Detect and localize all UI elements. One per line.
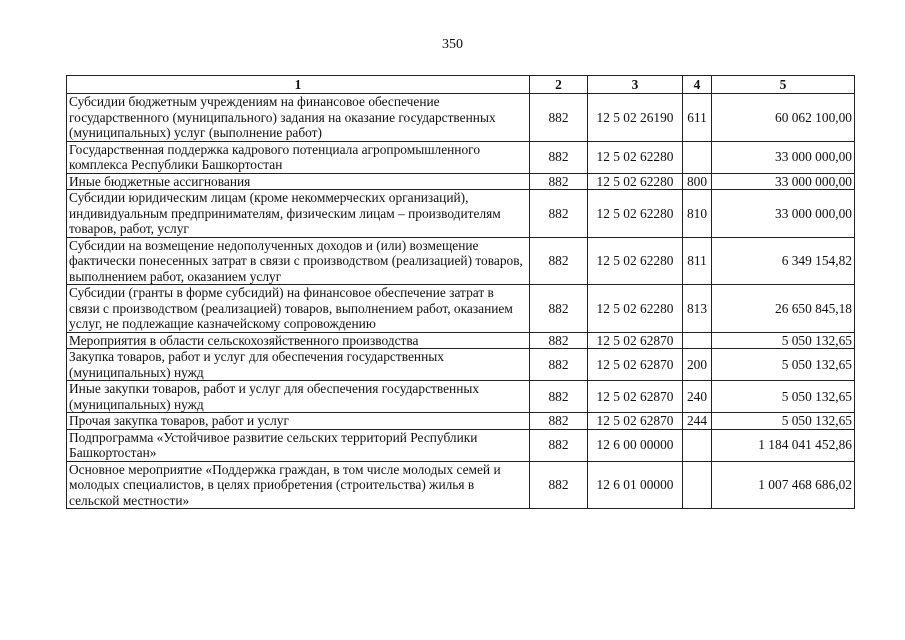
row-vr-cell: 813 [683,285,712,333]
row-vedom-cell: 882 [530,94,588,142]
row-vr-cell: 800 [683,173,712,190]
table-row [67,190,855,238]
table-row [67,349,855,381]
row-vr-cell [683,429,712,461]
row-name-cell: Иные закупки товаров, работ и услуг для обеспечения государственных (муниципальных) нужд [67,381,530,413]
row-csr-cell: 12 5 02 62870 [588,332,683,349]
header-col-name: 1 [67,76,530,94]
row-name-cell: Мероприятия в области сельскохозяйственного производства [67,332,530,349]
row-name-cell: Субсидии на возмещение недополученных доходов и (или) возмещение фактически понесенных затрат в связи с производством (реализацией) товаров, выполнением работ, оказанием услуг [67,237,530,285]
row-amount-cell: 5 050 132,65 [712,413,855,430]
row-vr-cell: 810 [683,190,712,238]
row-vedom-cell: 882 [530,461,588,509]
row-csr-cell: 12 5 02 62280 [588,141,683,173]
row-name-cell: Закупка товаров, работ и услуг для обеспечения государственных (муниципальных) нужд [67,349,530,381]
row-vedom-cell: 882 [530,237,588,285]
row-name-cell: Иные бюджетные ассигнования [67,173,530,190]
row-amount-cell: 33 000 000,00 [712,141,855,173]
header-col-csr: 3 [588,76,683,94]
row-name-cell: Основное мероприятие «Поддержка граждан, в том числе молодых семей и молодых специалистов, в целях приобретения (строительства) жилья в сельской местности» [67,461,530,509]
row-vedom-cell: 882 [530,285,588,333]
table-row [67,332,855,349]
table-row [67,237,855,285]
row-vedom-cell: 882 [530,173,588,190]
row-csr-cell: 12 6 01 00000 [588,461,683,509]
row-amount-cell: 26 650 845,18 [712,285,855,333]
row-csr-cell: 12 5 02 62280 [588,285,683,333]
row-amount-cell: 5 050 132,65 [712,381,855,413]
row-amount-cell: 1 007 468 686,02 [712,461,855,509]
row-amount-cell: 33 000 000,00 [712,173,855,190]
row-vr-cell: 244 [683,413,712,430]
header-col-vr: 4 [683,76,712,94]
table-row [67,413,855,430]
row-vr-cell [683,141,712,173]
row-amount-cell: 5 050 132,65 [712,332,855,349]
row-vr-cell: 200 [683,349,712,381]
row-name-cell: Подпрограмма «Устойчивое развитие сельских территорий Республики Башкортостан» [67,429,530,461]
table-row [67,461,855,509]
row-vedom-cell: 882 [530,349,588,381]
table-row [67,381,855,413]
row-vr-cell [683,332,712,349]
table-row [67,173,855,190]
row-name-cell: Субсидии (гранты в форме субсидий) на финансовое обеспечение затрат в связи с производством (реализацией) товаров, выполнением работ, оказанием услуг, не подлежащие казначейскому сопровождению [67,285,530,333]
header-row [67,76,855,94]
row-csr-cell: 12 6 00 00000 [588,429,683,461]
row-name-cell: Субсидии бюджетным учреждениям на финансовое обеспечение государственного (муниципального) задания на оказание государственных (муниципальных) услуг (выполнение работ) [67,94,530,142]
row-vedom-cell: 882 [530,332,588,349]
row-vr-cell: 811 [683,237,712,285]
row-csr-cell: 12 5 02 62280 [588,173,683,190]
page-number: 350 [442,37,463,52]
row-amount-cell: 6 349 154,82 [712,237,855,285]
row-vedom-cell: 882 [530,141,588,173]
row-amount-cell: 5 050 132,65 [712,349,855,381]
header-col-amount: 5 [712,76,855,94]
table-row [67,429,855,461]
row-csr-cell: 12 5 02 62870 [588,381,683,413]
table-row [67,94,855,142]
row-name-cell: Субсидии юридическим лицам (кроме некоммерческих организаций), индивидуальным предпринимателям, физическим лицам – производителям товаров, работ, услуг [67,190,530,238]
row-vedom-cell: 882 [530,413,588,430]
row-csr-cell: 12 5 02 26190 [588,94,683,142]
row-csr-cell: 12 5 02 62280 [588,237,683,285]
row-vr-cell: 611 [683,94,712,142]
table-row [67,285,855,333]
row-amount-cell: 33 000 000,00 [712,190,855,238]
row-amount-cell: 60 062 100,00 [712,94,855,142]
row-name-cell: Государственная поддержка кадрового потенциала агропромышленного комплекса Республики Башкортостан [67,141,530,173]
row-vr-cell [683,461,712,509]
row-csr-cell: 12 5 02 62280 [588,190,683,238]
row-vr-cell: 240 [683,381,712,413]
row-csr-cell: 12 5 02 62870 [588,349,683,381]
table-row [67,141,855,173]
row-vedom-cell: 882 [530,190,588,238]
header-col-vedom: 2 [530,76,588,94]
row-vedom-cell: 882 [530,429,588,461]
row-csr-cell: 12 5 02 62870 [588,413,683,430]
row-vedom-cell: 882 [530,381,588,413]
row-name-cell: Прочая закупка товаров, работ и услуг [67,413,530,430]
row-amount-cell: 1 184 041 452,86 [712,429,855,461]
budget-table [66,75,855,509]
